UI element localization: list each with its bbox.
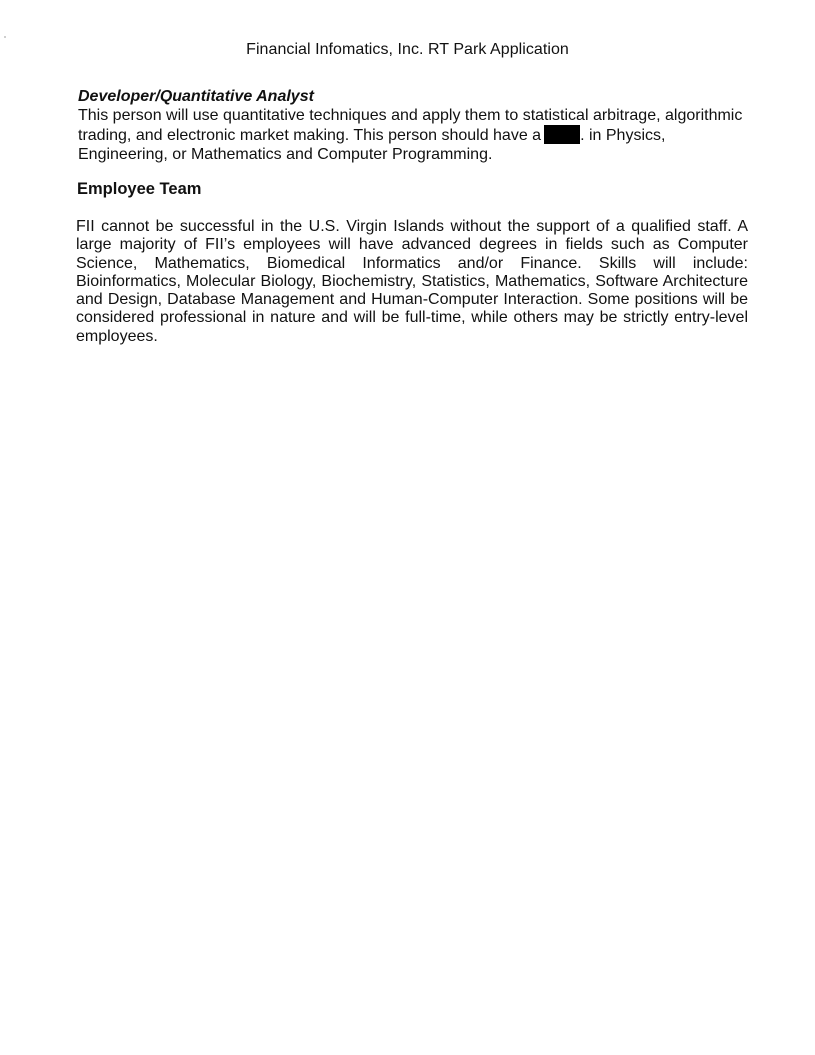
role-line-1: This person will use quantitative techniques and apply them to statistical arbitrage, algorithmic bbox=[78, 106, 743, 124]
role-line-2-after: . in Physics, bbox=[580, 127, 666, 144]
redaction-box bbox=[544, 125, 580, 144]
role-line-2 bbox=[78, 125, 758, 146]
role-description bbox=[78, 107, 758, 165]
team-line: considered professional in nature and will be full-time, while others may be strictly entry-level bbox=[76, 309, 748, 327]
team-line: employees. bbox=[76, 327, 158, 345]
scan-speck bbox=[4, 36, 6, 38]
team-line: large majority of FII’s employees will have advanced degrees in fields such as Computer bbox=[76, 236, 748, 254]
role-section bbox=[78, 88, 758, 164]
team-line: and Design, Database Management and Human-Computer Interaction. Some positions will be bbox=[76, 291, 748, 309]
role-title: Developer/Quantitative Analyst bbox=[78, 88, 314, 105]
team-line: Science, Mathematics, Biomedical Informatics and/or Finance. Skills will include: bbox=[76, 254, 748, 272]
page-header: Financial Infomatics, Inc. RT Park Application bbox=[246, 41, 569, 58]
role-line-3: Engineering, or Mathematics and Computer Programming. bbox=[78, 145, 493, 163]
team-line: FII cannot be successful in the U.S. Virgin Islands without the support of a qualified staff. A bbox=[76, 218, 748, 235]
team-line: Bioinformatics, Molecular Biology, Biochemistry, Statistics, Mathematics, Software Architecture bbox=[76, 272, 748, 290]
role-line-2-before: trading, and electronic market making. This person should have a bbox=[78, 127, 542, 144]
employee-team-paragraph bbox=[76, 218, 748, 346]
employee-team-heading: Employee Team bbox=[77, 180, 202, 198]
